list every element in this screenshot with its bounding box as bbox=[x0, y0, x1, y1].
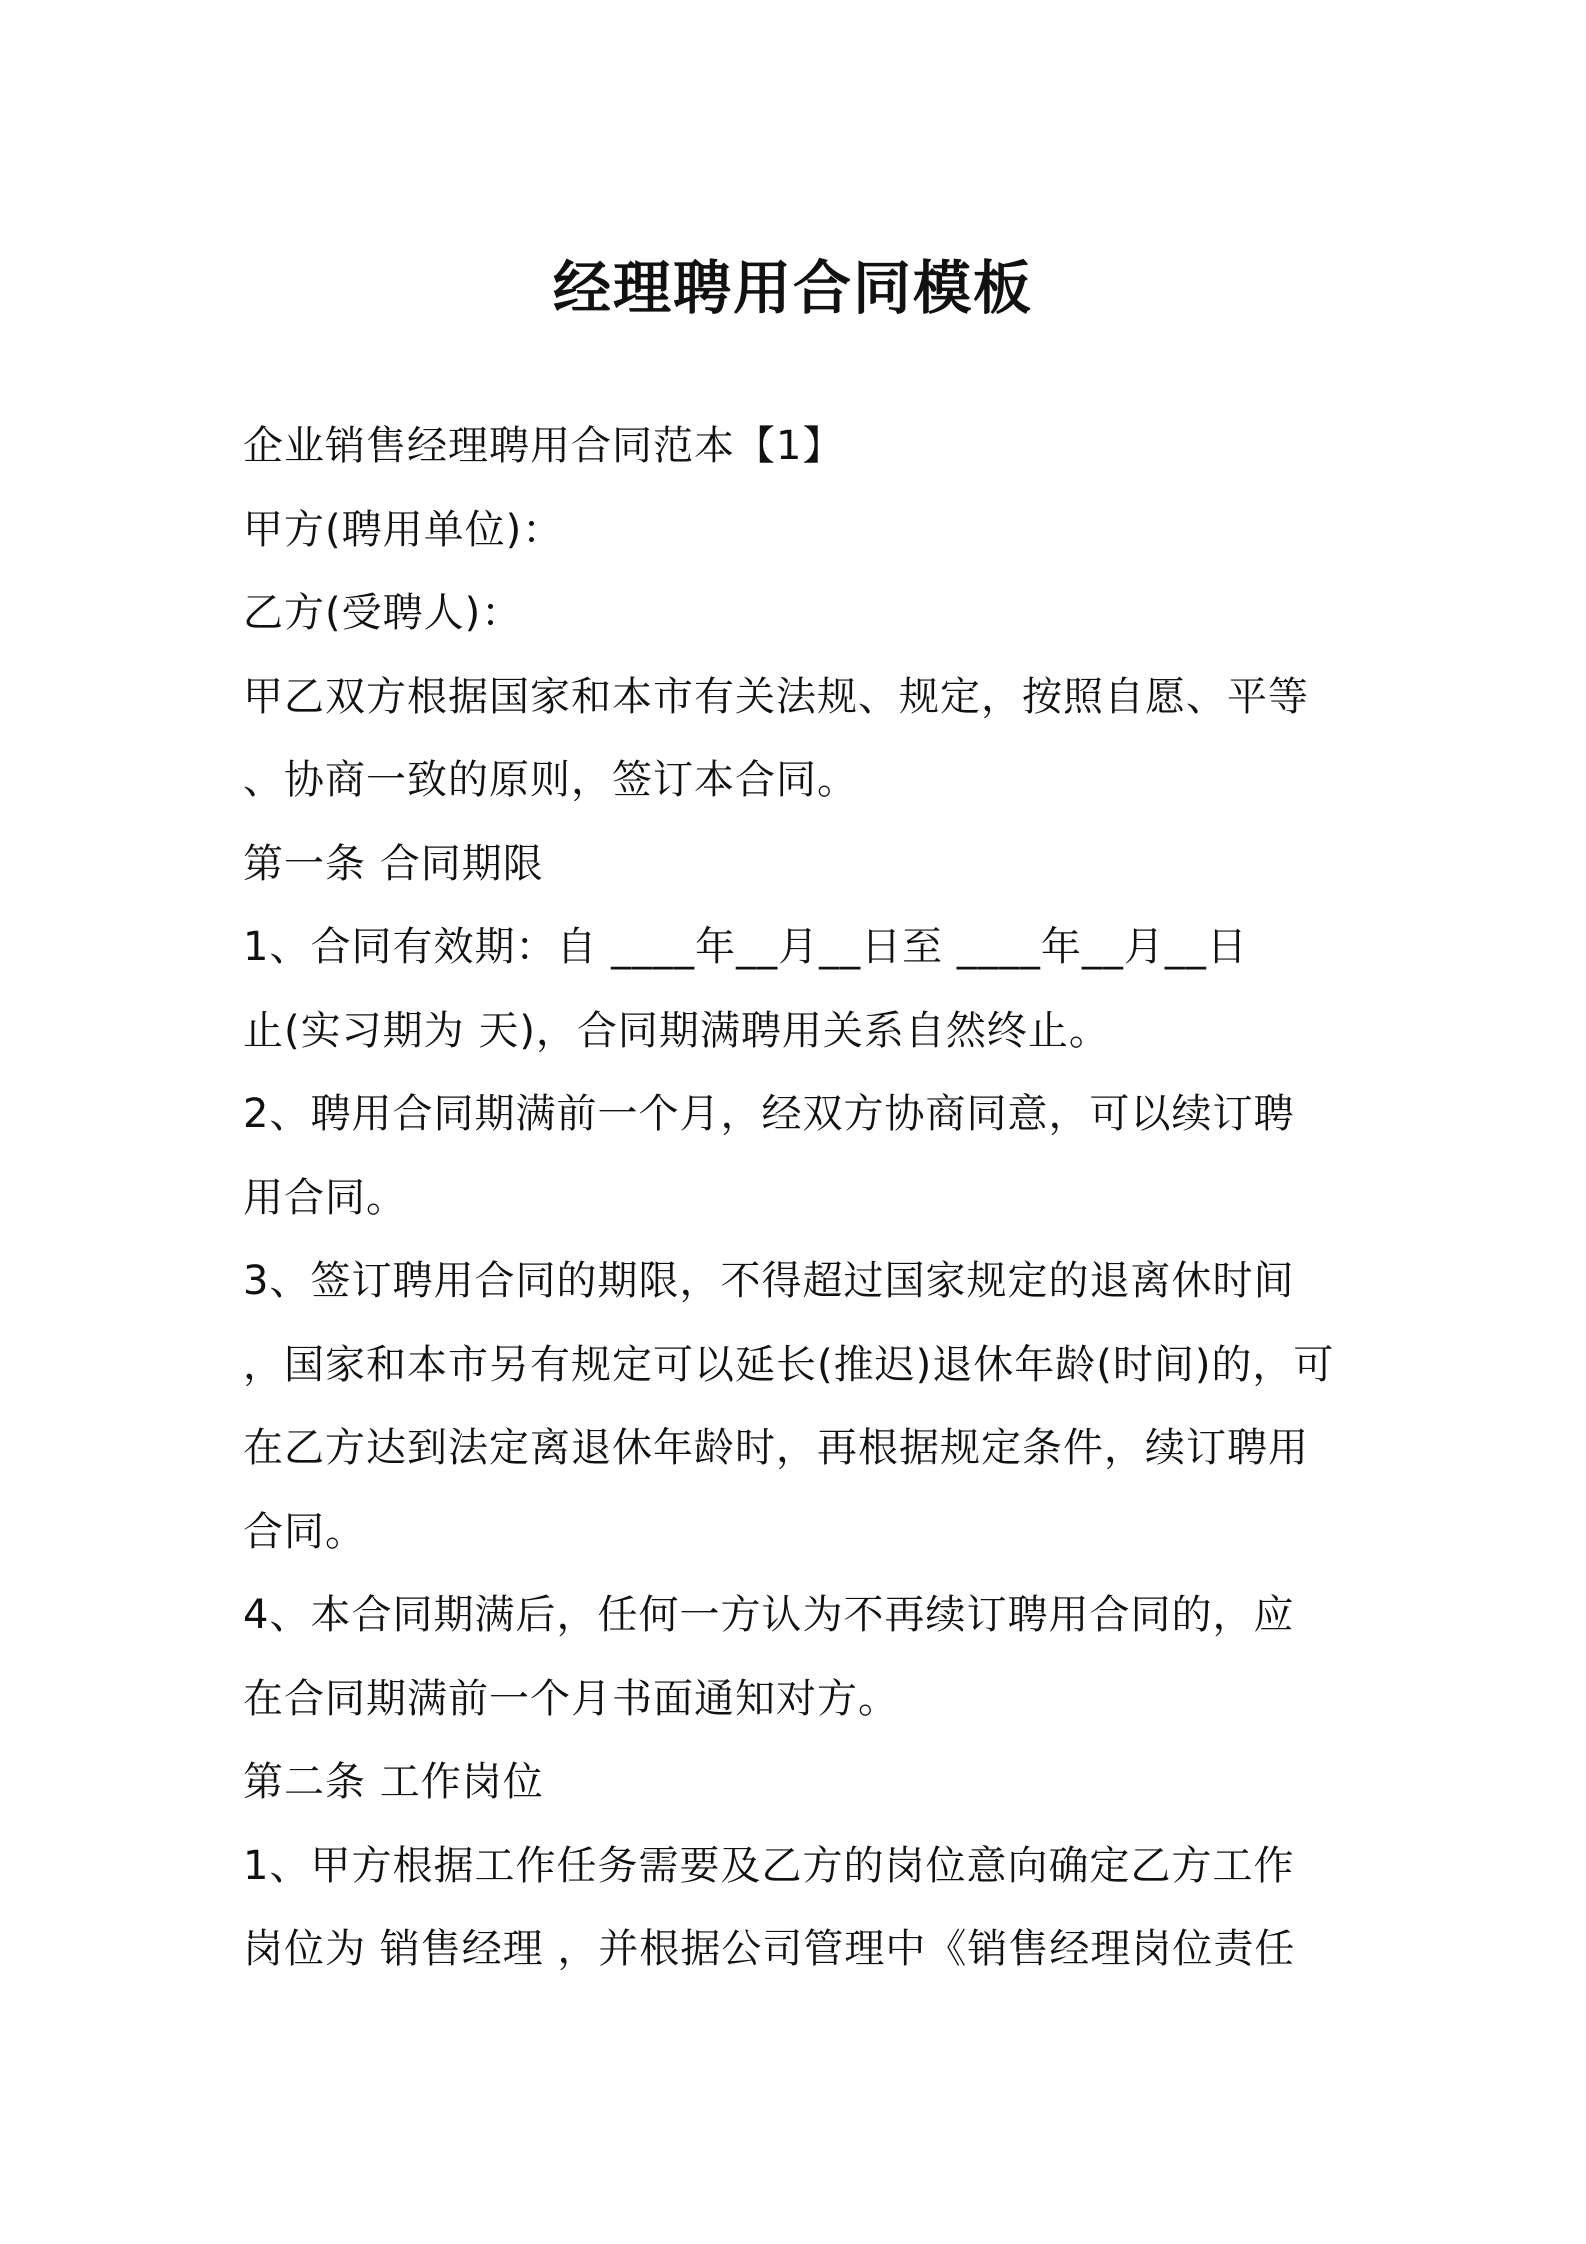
document-body bbox=[243, 405, 1353, 1992]
body-line: 合同。 bbox=[243, 1508, 366, 1555]
subtitle-line: 企业销售经理聘用合同范本【1】 bbox=[243, 423, 844, 469]
body-line: 岗位为 销售经理 ，并根据公司管理中《销售经理岗位责任 bbox=[243, 1926, 1296, 1972]
body-line: 、协商一致的原则，签订本合同。 bbox=[243, 757, 858, 803]
body-line: 在合同期满前一个月书面通知对方。 bbox=[243, 1675, 899, 1722]
document-title: 经理聘用合同模板 bbox=[552, 254, 1033, 322]
body-line: 1、甲方根据工作任务需要及乙方的岗位意向确定乙方工作 bbox=[243, 1842, 1295, 1889]
body-line: 甲乙双方根据国家和本市有关法规、规定，按照自愿、平等 bbox=[243, 673, 1309, 720]
body-line: 用合同。 bbox=[243, 1174, 407, 1221]
body-line: 1、合同有效期：自 ____年__月__日至 ____年__月__日 bbox=[243, 924, 1248, 970]
body-line: 3、签订聘用合同的期限，不得超过国家规定的退离休时间 bbox=[243, 1258, 1295, 1304]
body-line: 止(实习期为 天)，合同期满聘用关系自然终止。 bbox=[243, 1007, 1110, 1054]
body-line: ，国家和本市另有规定可以延长(推迟)退休年龄(时间)的，可 bbox=[243, 1341, 1335, 1388]
party-b-line: 乙方(受聘人)： bbox=[243, 590, 523, 636]
body-line: 在乙方达到法定离退休年龄时，再根据规定条件，续订聘用 bbox=[243, 1425, 1309, 1471]
party-a-line: 甲方(聘用单位)： bbox=[243, 506, 564, 553]
body-line: 4、本合同期满后，任何一方认为不再续订聘用合同的，应 bbox=[243, 1592, 1295, 1638]
body-line: 2、聘用合同期满前一个月，经双方协商同意，可以续订聘 bbox=[243, 1091, 1295, 1137]
article-heading: 第一条 合同期限 bbox=[243, 840, 544, 887]
article-heading: 第二条 工作岗位 bbox=[243, 1759, 544, 1805]
